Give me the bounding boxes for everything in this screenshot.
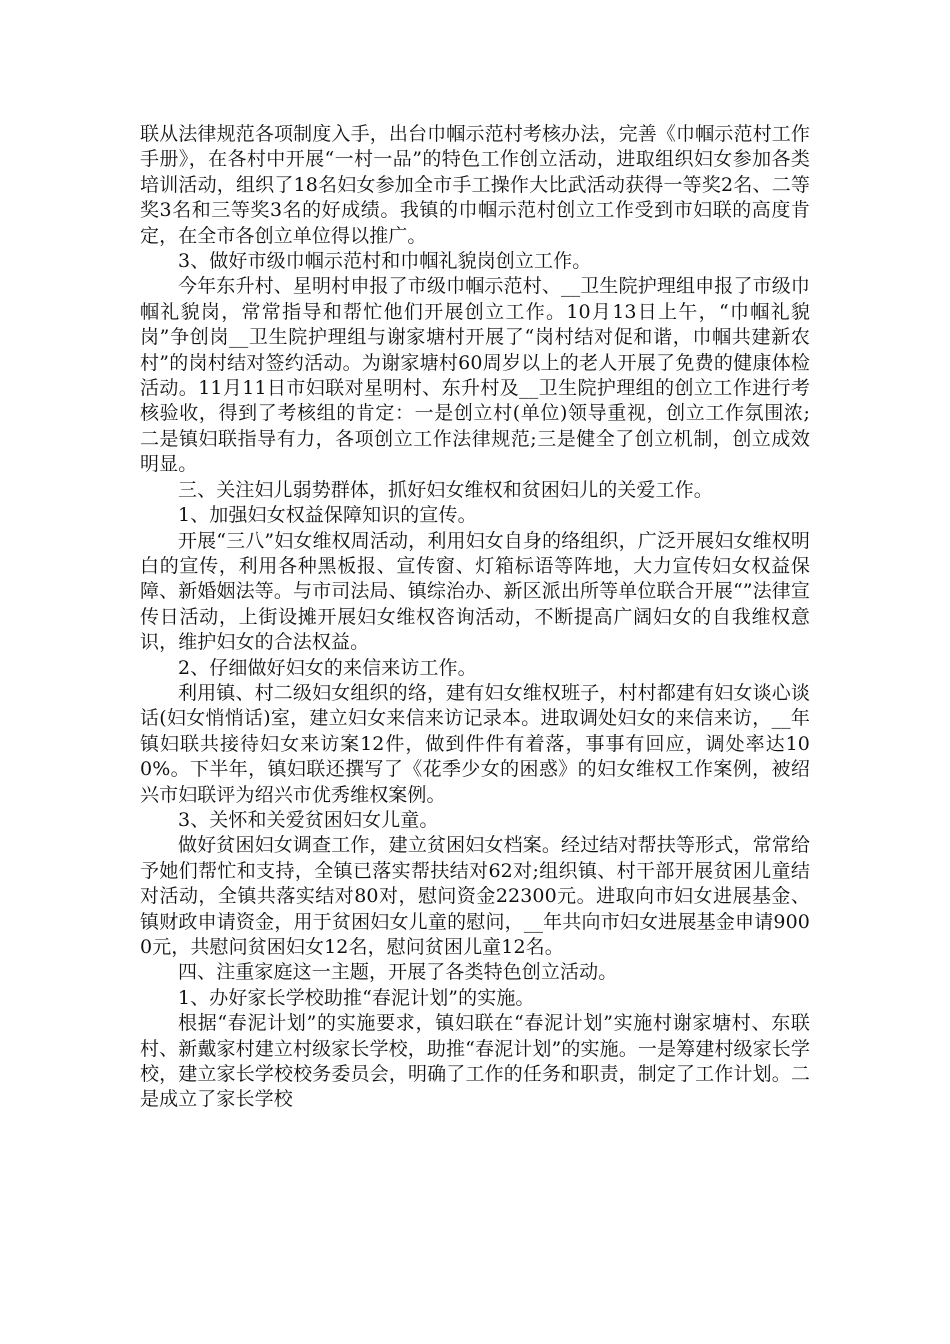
paragraph-continuation: 联从法律规范各项制度入手，出台巾帼示范村考核办法，完善《巾帼示范村工作手册》，在各村中开展“一村一品”的特色工作创立活动，进取组织妇女参加各类培训活动，组织了18名妇女参加全市手工操作大比武活动获得一等奖2名、二等奖3名和三等奖3名的好成绩。我镇的巾帼示范村创立工作受到市妇联的高度肯定，在全市各创立单位得以推广。 [140,123,810,247]
paragraph: 做好贫困妇女调查工作，建立贫困妇女档案。经过结对帮扶等形式，常常给予她们帮忙和支持，全镇已落实帮扶结对62对;组织镇、村干部开展贫困儿童结对活动，全镇共落实结对80对，慰问资金22300元。进取向市妇女进展基金、镇财政申请资金，用于贫困妇女儿童的慰问，__年共向市妇女进展基金申请9000元，共慰问贫困妇女12名，慰问贫困儿童12名。 [140,834,810,958]
paragraph: 利用镇、村二级妇女组织的络，建有妇女维权班子，村村都建有妇女谈心谈话(妇女悄悄话)室，建立妇女来信来访记录本。进取调处妇女的来信来访，__年镇妇联共接待妇女来访案12件，做到件件有着落，事事有回应，调处率达100%。下半年，镇妇联还撰写了《花季少女的困惑》的妇女维权工作案例，被绍兴市妇联评为绍兴市优秀维权案例。 [140,681,810,806]
paragraph: 开展“三八”妇女维权周活动，利用妇女自身的络组织，广泛开展妇女维权明白的宣传，利用各种黑板报、宣传窗、灯箱标语等阵地，大力宣传妇女权益保障、新婚姻法等。与市司法局、镇综治办、新区派出所等单位联合开展“”法律宣传日活动，上街设摊开展妇女维权咨询活动，不断提高广阔妇女的自我维权意识，维护妇女的合法权益。 [140,529,810,654]
section-heading: 三、关注妇儿弱势群体，抓好妇女维权和贫困妇儿的关爱工作。 [178,478,713,501]
paragraph: 今年东升村、星明村申报了市级巾帼示范村、__卫生院护理组申报了市级巾帼礼貌岗，常常指导和帮忙他们开展创立工作。10月13日上午，“巾帼礼貌岗”争创岗__卫生院护理组与谢家塘村开展了“岗村结对促和谐，巾帼共建新农村”的岗村结对签约活动。为谢家塘村60周岁以上的老人开展了免费的健康体检活动。11月11日市妇联对星明村、东升村及__卫生院护理组的创立工作进行考核验收，得到了考核组的肯定：一是创立村(单位)领导重视，创立工作氛围浓;二是镇妇联指导有力，各项创立工作法律规范;三是健全了创立机制，创立成效明显。 [140,275,810,476]
section-heading: 3、关怀和关爱贫困妇女儿童。 [178,808,439,831]
section-heading: 2、仔细做好妇女的来信来访工作。 [178,656,477,679]
document-body [140,122,810,1113]
section-heading: 四、注重家庭这一主题，开展了各类特色创立活动。 [178,961,618,984]
section-heading: 1、办好家长学校助推“春泥计划”的实施。 [178,986,535,1009]
section-heading: 3、做好市级巾帼示范村和巾帼礼貌岗创立工作。 [178,250,592,273]
section-heading: 1、加强妇女权益保障知识的宣传。 [178,504,477,527]
paragraph: 根据“春泥计划”的实施要求，镇妇联在“春泥计划”实施村谢家塘村、东联村、新戴家村建立村级家长学校，助推“春泥计划”的实施。一是筹建村级家长学校，建立家长学校校务委员会，明确了工作的任务和职责，制定了工作计划。二是成立了家长学校 [140,1012,810,1111]
